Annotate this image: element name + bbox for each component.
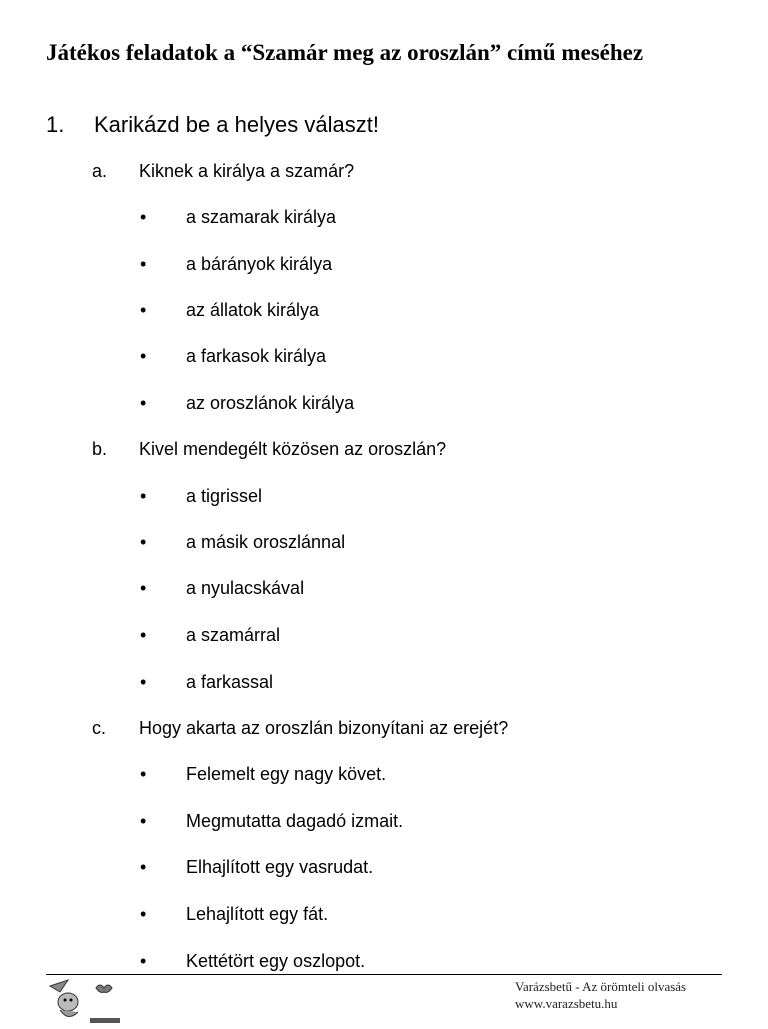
question-text: Karikázd be a helyes választ!	[94, 112, 379, 137]
option-text: a farkasok királya	[186, 346, 327, 366]
bullet-icon: •	[140, 625, 147, 645]
option-text: Kettétört egy oszlopot.	[186, 951, 366, 971]
bullet-icon: •	[140, 207, 147, 227]
option-text: Elhajlított egy vasrudat.	[186, 857, 374, 877]
sub-text: Kiknek a királya a szamár?	[139, 161, 355, 181]
page-title: Játékos feladatok a “Szamár meg az oroszlán” című meséhez	[46, 40, 644, 65]
sub-letter: a.	[92, 161, 108, 181]
option-text: a farkassal	[186, 672, 274, 692]
bullet-icon: •	[140, 532, 147, 552]
bullet-icon: •	[140, 811, 147, 831]
bullet-icon: •	[140, 904, 147, 924]
footer-url[interactable]: www.varazsbetu.hu	[515, 996, 618, 1011]
bullet-icon: •	[140, 578, 147, 598]
footer-divider	[46, 974, 722, 975]
option-text: a másik oroszlánnal	[186, 532, 346, 552]
bullet-icon: •	[140, 951, 147, 971]
option-text: Lehajlított egy fát.	[186, 904, 329, 924]
footer-brand: Varázsbetű - Az örömteli olvasás	[515, 979, 687, 994]
footer-text	[515, 978, 686, 1012]
option-text: az oroszlánok királya	[186, 393, 355, 413]
wizard-mascot-icon	[46, 978, 126, 1024]
bullet-icon: •	[140, 300, 147, 320]
option-text: Felemelt egy nagy követ.	[186, 764, 387, 784]
bullet-icon: •	[140, 672, 147, 692]
option-text: a szamárral	[186, 625, 281, 645]
sub-letter: c.	[92, 718, 107, 738]
option-text: a bárányok királya	[186, 254, 333, 274]
sub-text: Hogy akarta az oroszlán bizonyítani az erejét?	[139, 718, 509, 738]
option-text: az állatok királya	[186, 300, 320, 320]
sub-letter: b.	[92, 439, 108, 459]
bullet-icon: •	[140, 857, 147, 877]
bullet-icon: •	[140, 393, 147, 413]
bullet-icon: •	[140, 346, 147, 366]
sub-text: Kivel mendegélt közösen az oroszlán?	[139, 439, 447, 459]
option-text: Megmutatta dagadó izmait.	[186, 811, 404, 831]
question-number: 1.	[46, 112, 65, 137]
option-text: a nyulacskával	[186, 578, 305, 598]
bullet-icon: •	[140, 764, 147, 784]
option-text: a tigrissel	[186, 486, 263, 506]
option-text: a szamarak királya	[186, 207, 337, 227]
bullet-icon: •	[140, 254, 147, 274]
bullet-icon: •	[140, 486, 147, 506]
